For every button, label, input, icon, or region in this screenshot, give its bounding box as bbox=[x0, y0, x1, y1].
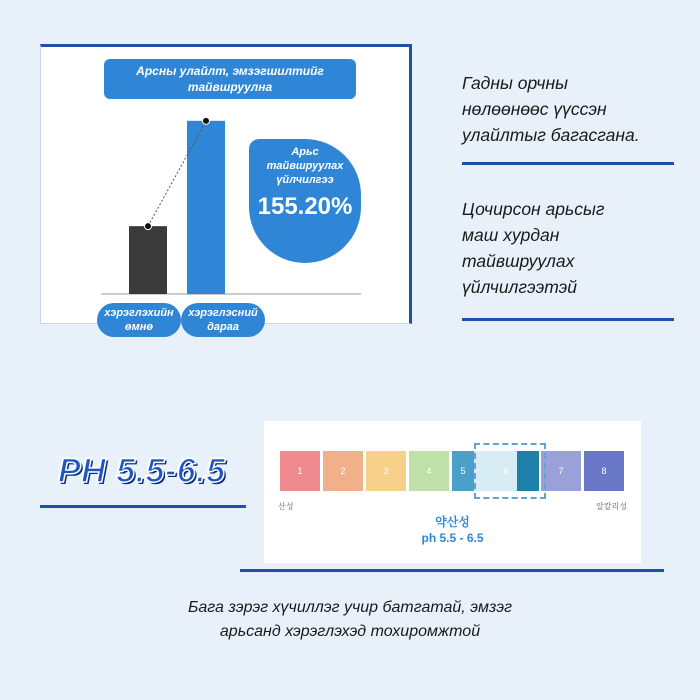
bar-before bbox=[129, 226, 167, 294]
category-after-line-1: хэрэглэсний bbox=[188, 307, 258, 319]
benefit-2-line-3: тайвшруулах bbox=[462, 251, 575, 271]
stat-label-line-2: тайвшруулах bbox=[266, 160, 344, 172]
ph-range-highlight bbox=[474, 443, 546, 499]
ph-cell: 3 bbox=[366, 451, 406, 491]
category-after-pill bbox=[181, 303, 265, 337]
stat-bubble bbox=[249, 139, 361, 263]
ph-cell: 1 bbox=[280, 451, 320, 491]
benefit-2-line-2: маш хурдан bbox=[462, 225, 560, 245]
banner-line-1: Арсны улайлт, эмзэгшилтийг bbox=[136, 64, 324, 78]
stat-value: 155.20% bbox=[257, 193, 353, 220]
bottom-line-1: Бага зэрэг хүчиллэг учир батгатай, эмзэг bbox=[187, 599, 513, 616]
bar-top-point bbox=[203, 117, 210, 124]
category-after-line-2: дараа bbox=[207, 321, 239, 333]
ph-cell: 5 bbox=[452, 451, 474, 491]
weak-acid-label: 약산성 bbox=[435, 515, 470, 529]
alkaline-end-label: 알칼리성 bbox=[596, 502, 627, 511]
bottom-line-2: арьсанд хэрэглэхэд тохиромжтой bbox=[219, 623, 481, 640]
chart-banner bbox=[104, 59, 356, 99]
benefit-2-line-4: үйлчилгээтэй bbox=[462, 277, 577, 297]
ph-title: PH 5.5-6.5 bbox=[58, 452, 226, 490]
chart-card bbox=[40, 44, 412, 333]
benefit-1-line-2: нөлөөнөөс үүссэн bbox=[462, 99, 607, 119]
ph-range-label: ph 5.5 - 6.5 bbox=[421, 531, 484, 545]
acid-end-label: 산성 bbox=[278, 502, 294, 511]
bar-after bbox=[187, 121, 225, 294]
ph-cell: 7 bbox=[541, 451, 581, 491]
ph-cell: 6 bbox=[495, 451, 517, 491]
banner-line-2: тайвшруулна bbox=[187, 80, 273, 94]
benefit-1-line-1: Гадны орчны bbox=[462, 73, 568, 93]
stat-label-line-3: үйлчилгээ bbox=[276, 174, 334, 186]
divider-rule bbox=[462, 318, 674, 321]
ph-cell: 8 bbox=[584, 451, 624, 491]
benefit-1-line-3: улайлтыг багасгана. bbox=[462, 125, 640, 145]
divider-rule bbox=[240, 569, 664, 572]
category-before-line-2: өмнө bbox=[124, 321, 154, 333]
divider-rule bbox=[40, 505, 246, 508]
benefit-text-2 bbox=[462, 196, 682, 300]
ph-cell: 2 bbox=[323, 451, 363, 491]
ph-scale-card bbox=[264, 421, 641, 563]
benefit-text-1 bbox=[462, 70, 682, 148]
category-before-line-1: хэрэглэхийн bbox=[104, 307, 174, 319]
divider-rule bbox=[462, 162, 674, 165]
stat-label-line-1: Арьс bbox=[291, 146, 319, 158]
category-before-pill bbox=[97, 303, 181, 337]
bottom-caption bbox=[0, 596, 700, 644]
benefit-2-line-1: Цочирсон арьсыг bbox=[462, 199, 605, 219]
ph-cell: 4 bbox=[409, 451, 449, 491]
bar-top-point bbox=[145, 223, 152, 230]
